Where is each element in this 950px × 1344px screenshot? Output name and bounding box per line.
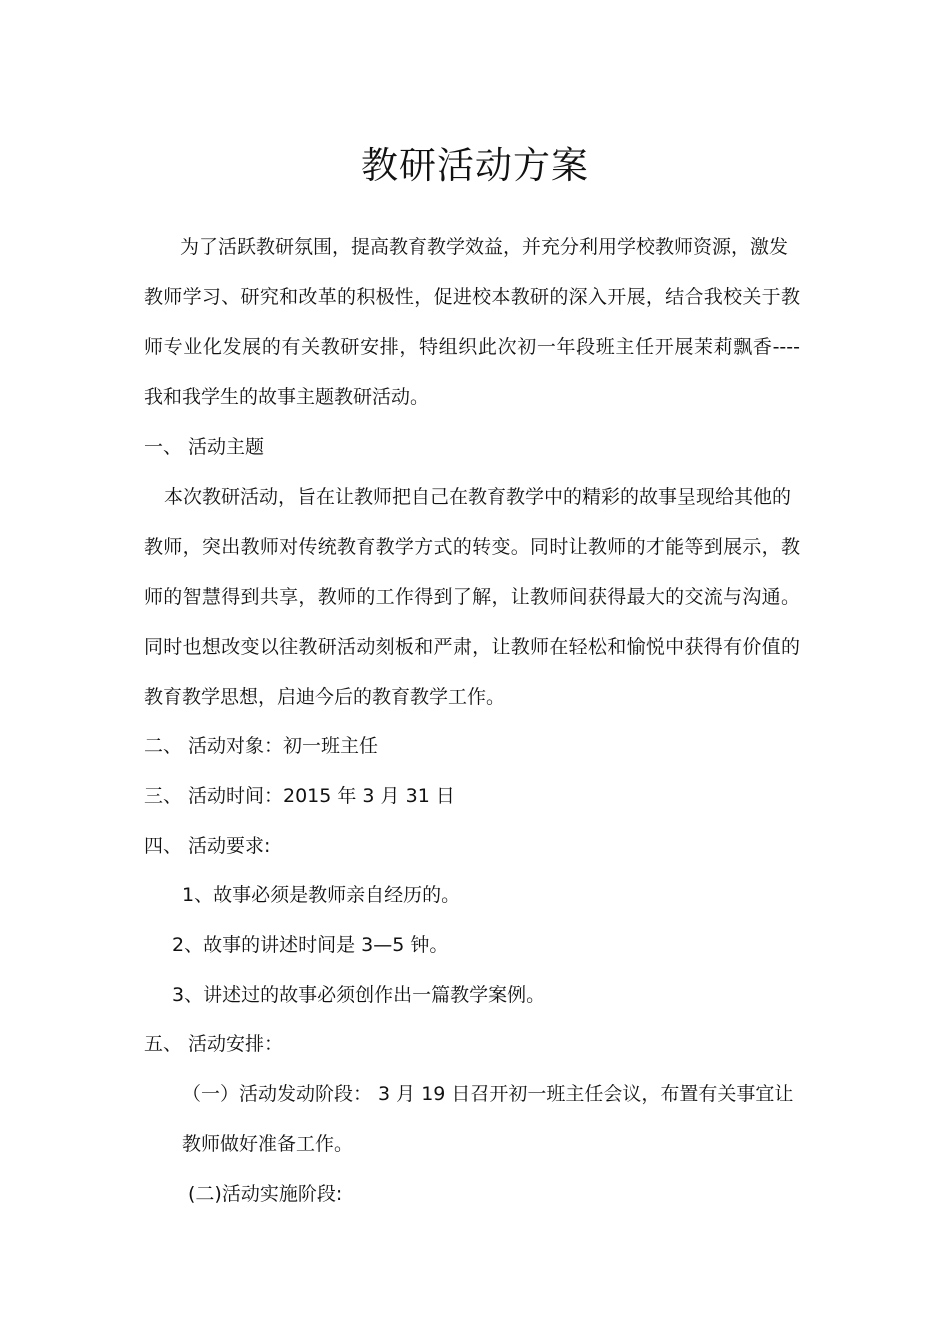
section-3-label: 活动时间：2015 年 3 月 31 日 (188, 785, 455, 807)
intro-line-3: 师专业化发展的有关教研安排，特组织此次初一年段班主任开展茉莉飘香---- (144, 336, 800, 358)
section-1-line-1: 本次教研活动，旨在让教师把自己在教育教学中的精彩的故事呈现给其他的 (164, 486, 792, 508)
stage-1-line-2: 教师做好准备工作。 (182, 1133, 354, 1155)
section-3-heading (144, 783, 455, 809)
section-3-number: 三、 (144, 785, 183, 807)
section-1-label: 活动主题 (188, 436, 265, 458)
section-5-heading (144, 1031, 283, 1057)
section-1-heading (144, 434, 264, 460)
section-2-number: 二、 (144, 735, 183, 757)
stage-1-line-1: （一）活动发动阶段： 3 月 19 日召开初一班主任会议，布置有关事宜让 (182, 1083, 794, 1105)
document-title: 教研活动方案 (361, 144, 589, 187)
section-4-label: 活动要求: (188, 835, 271, 857)
section-1-line-3: 师的智慧得到共享，教师的工作得到了解，让教师间获得最大的交流与沟通。 (144, 586, 800, 608)
section-1-number: 一、 (144, 436, 183, 458)
intro-line-4: 我和我学生的故事主题教研活动。 (144, 386, 430, 408)
requirement-2: 2、故事的讲述时间是 3—5 钟。 (172, 934, 449, 956)
intro-line-2: 教师学习、研究和改革的积极性，促进校本教研的深入开展，结合我校关于教 (144, 286, 800, 308)
section-2-heading (144, 733, 378, 759)
requirement-1: 1、故事必须是教师亲自经历的。 (182, 884, 461, 906)
section-5-label: 活动安排： (188, 1033, 284, 1055)
intro-line-1: 为了活跃教研氛围，提高教育教学效益，并充分利用学校教师资源，激发 (180, 236, 789, 258)
section-1-line-5: 教育教学思想，启迪今后的教育教学工作。 (144, 686, 506, 708)
section-4-number: 四、 (144, 835, 183, 857)
stage-2-heading: (二)活动实施阶段: (188, 1183, 343, 1205)
section-4-heading (144, 833, 270, 859)
requirement-3: 3、讲述过的故事必须创作出一篇教学案例。 (172, 984, 546, 1006)
section-5-number: 五、 (144, 1033, 183, 1055)
section-1-line-2: 教师，突出教师对传统教育教学方式的转变。同时让教师的才能等到展示，教 (144, 536, 800, 558)
section-2-label: 活动对象：初一班主任 (188, 735, 379, 757)
section-1-line-4: 同时也想改变以往教研活动刻板和严肃，让教师在轻松和愉悦中获得有价值的 (144, 636, 800, 658)
